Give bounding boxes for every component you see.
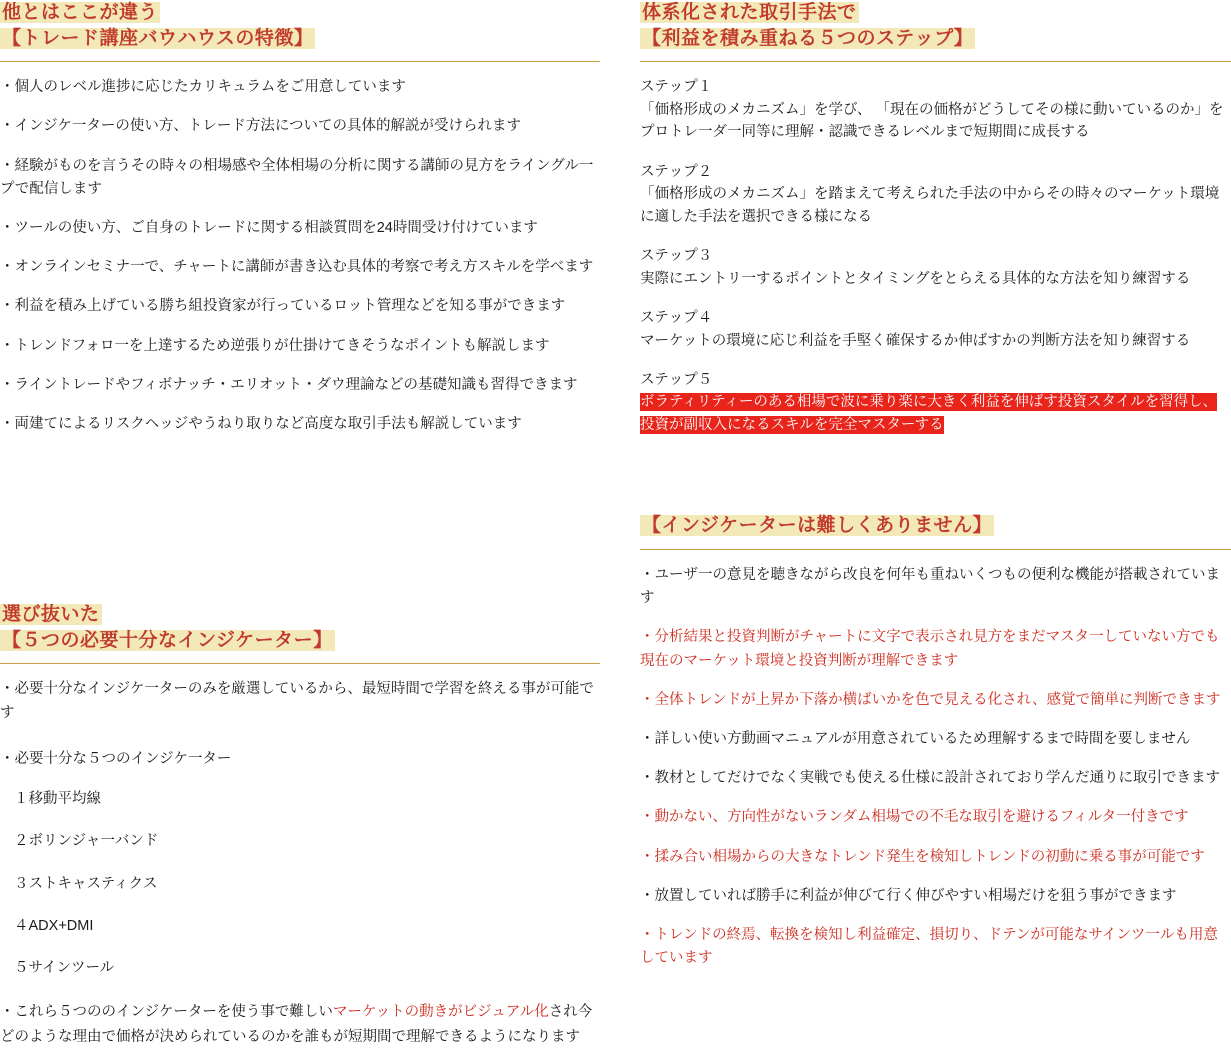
easy-heading (640, 513, 1231, 539)
list-item: ・インジケ一ターの使い方、トレード方法についての具体的解説が受けられます (0, 118, 522, 135)
steps-heading-line1: 体系化された取引手法で (642, 2, 857, 23)
indicators-outro-pre: ・これら５つののインジケーターを使う事で難しい (0, 1004, 333, 1021)
list-item: ・ユーザ一の意見を聴きながら改良を何年も重ねいくつもの便利な機能が搭載されています (640, 567, 1220, 607)
features-section (0, 0, 600, 436)
list-item: ・利益を積み上げている勝ち組投資家が行っているロット管理などを知る事ができます (0, 298, 566, 315)
step-item (640, 245, 1231, 290)
steps-heading (640, 0, 1231, 51)
list-item: ・トレンドフォロ一を上達するため逆張りが仕掛けてきそうなポイントも解説します (0, 337, 550, 354)
list-item: １移動平均線 (14, 791, 101, 808)
indicators-numbered-list (0, 788, 600, 980)
indicators-heading (0, 602, 600, 653)
step-label: ステップ５ (640, 371, 713, 388)
step-item (640, 369, 1231, 436)
steps-list (640, 76, 1231, 436)
step-text: 「価格形成のメカニズム」を学び、 「現在の価格がどうしてその様に動いているのか」をプロトレ一ダ一同等に理解・認識できるレベルまで短期間に成長する (640, 101, 1224, 141)
step-text: マーケットの環境に応じ利益を手堅く確保するか伸ばすかの判断方法を知り練習する (640, 332, 1191, 349)
list-item: ２ボリンジャ一バンド (14, 833, 159, 850)
list-item: ・動かない、方向性がないランダム相場での不毛な取引を避けるフィルタ一付きです (640, 809, 1189, 826)
features-list (0, 76, 600, 436)
indicators-heading-line1: 選び抜いた (2, 604, 100, 626)
indicators-heading-line2: 【５つの必要十分なインジケーター】 (2, 629, 333, 651)
indicators-subtitle: ・必要十分な５つのインジケ一ター (0, 751, 232, 768)
list-item: ・放置していれば勝手に利益が伸びて行く伸びやすい相場だけを狙う事ができます (640, 887, 1177, 904)
list-item: ・教材としてだけでなく実戦でも使える仕様に設計されており学んだ通りに取引できます (640, 770, 1220, 787)
step-text: 実際にエントリ一するポイントとタイミングをとらえる具体的な方法を知り練習する (640, 270, 1191, 287)
indicators-outro-highlight: マーケットの動きがビジュアル化 (332, 1004, 549, 1021)
step-text-highlighted: ボラティリティーのある相場で波に乗り楽に大きく利益を伸ばす投資スタイルを習得し、投資が副収入になるスキルを完全マスターする (640, 394, 1218, 433)
step-text: 「価格形成のメカニズム」を踏まえて考えられた手法の中からその時々のマーケット環境に適した手法を選択できる様になる (640, 186, 1220, 225)
step-item (640, 161, 1231, 228)
list-item: ・詳しい使い方動画マニュアルが用意されているため理解するまで時間を要しません (640, 730, 1191, 747)
list-item: ３ストキャスティクス (14, 875, 158, 892)
steps-section (640, 0, 1231, 436)
indicators-outro-post: され今どのような理由で価格が決められているのかを誰もが短期間で理解できるようになります (0, 1004, 593, 1045)
list-item: ・個人のレベル進捗に応じたカリキュラムをご用意しています (0, 79, 406, 96)
left-spacer (0, 452, 600, 602)
right-column (640, 0, 1231, 986)
features-divider (0, 61, 600, 62)
easy-list (640, 564, 1231, 970)
step-item (640, 76, 1231, 143)
step-label: ステップ１ (640, 79, 713, 96)
list-item: ・経験がものを言うその時々の相場感や全体相場の分析に関する講師の見方をライングル一プで配信します (0, 157, 594, 197)
list-item: ・揉み合い相場からの大きなトレンド発生を検知しトレンドの初動に乗る事が可能です (640, 848, 1205, 865)
steps-divider (640, 61, 1231, 62)
indicators-section (0, 602, 600, 1049)
step-item (640, 307, 1231, 352)
left-column (0, 0, 600, 1049)
step-label: ステップ３ (640, 248, 713, 265)
list-item: ・全体トレンドが上昇か下落か横ばいかを色で見える化され、感覚で簡単に判断できます (640, 691, 1221, 708)
indicators-intro: ・必要十分なインジケ一ターのみを厳選しているから、最短時間で学習を終える事が可能です (0, 681, 594, 722)
steps-heading-line2: 【利益を積み重ねる５つのステップ】 (642, 27, 974, 49)
features-heading-line1: 他とはここが違う (2, 2, 159, 23)
list-item: ・分析結果と投資判断がチャートに文字で表示され見方をまだマスタ一していない方でも現在のマーケット環境と投資判断が理解できます (640, 629, 1220, 669)
features-heading-line2: 【トレード講座バウハウスの特徴】 (2, 27, 314, 49)
list-item: ・ライントレードやフィボナッチ・エリオット・ダウ理論などの基礎知識も習得できます (0, 376, 578, 393)
easy-section (640, 513, 1231, 970)
indicators-divider (0, 663, 600, 664)
step-label: ステップ４ (640, 310, 713, 327)
list-item: ５サインツール (14, 959, 115, 976)
list-item: ・トレンドの終焉、転換を検知し利益確定、損切り、ドテンが可能なサインツ一ルも用意しています (640, 926, 1218, 967)
list-item: ・ツールの使い方、ご自身のトレードに関する相談質問を24時間受け付けています (0, 220, 538, 237)
easy-divider (640, 549, 1231, 550)
list-item: ４ADX+DMI (14, 917, 94, 934)
features-heading (0, 0, 600, 51)
list-item: ・オンラインセミナ一で、チャートに講師が書き込む具体的考察で考え方スキルを学べます (0, 259, 594, 276)
step-label: ステップ２ (640, 163, 713, 180)
right-spacer (640, 453, 1231, 513)
list-item: ・両建てによるリスクヘッジやうねり取りなど高度な取引手法も解説しています (0, 415, 522, 432)
indicators-outro (0, 1000, 600, 1049)
easy-heading-text: 【インジケーターは難しくありません】 (642, 515, 993, 537)
